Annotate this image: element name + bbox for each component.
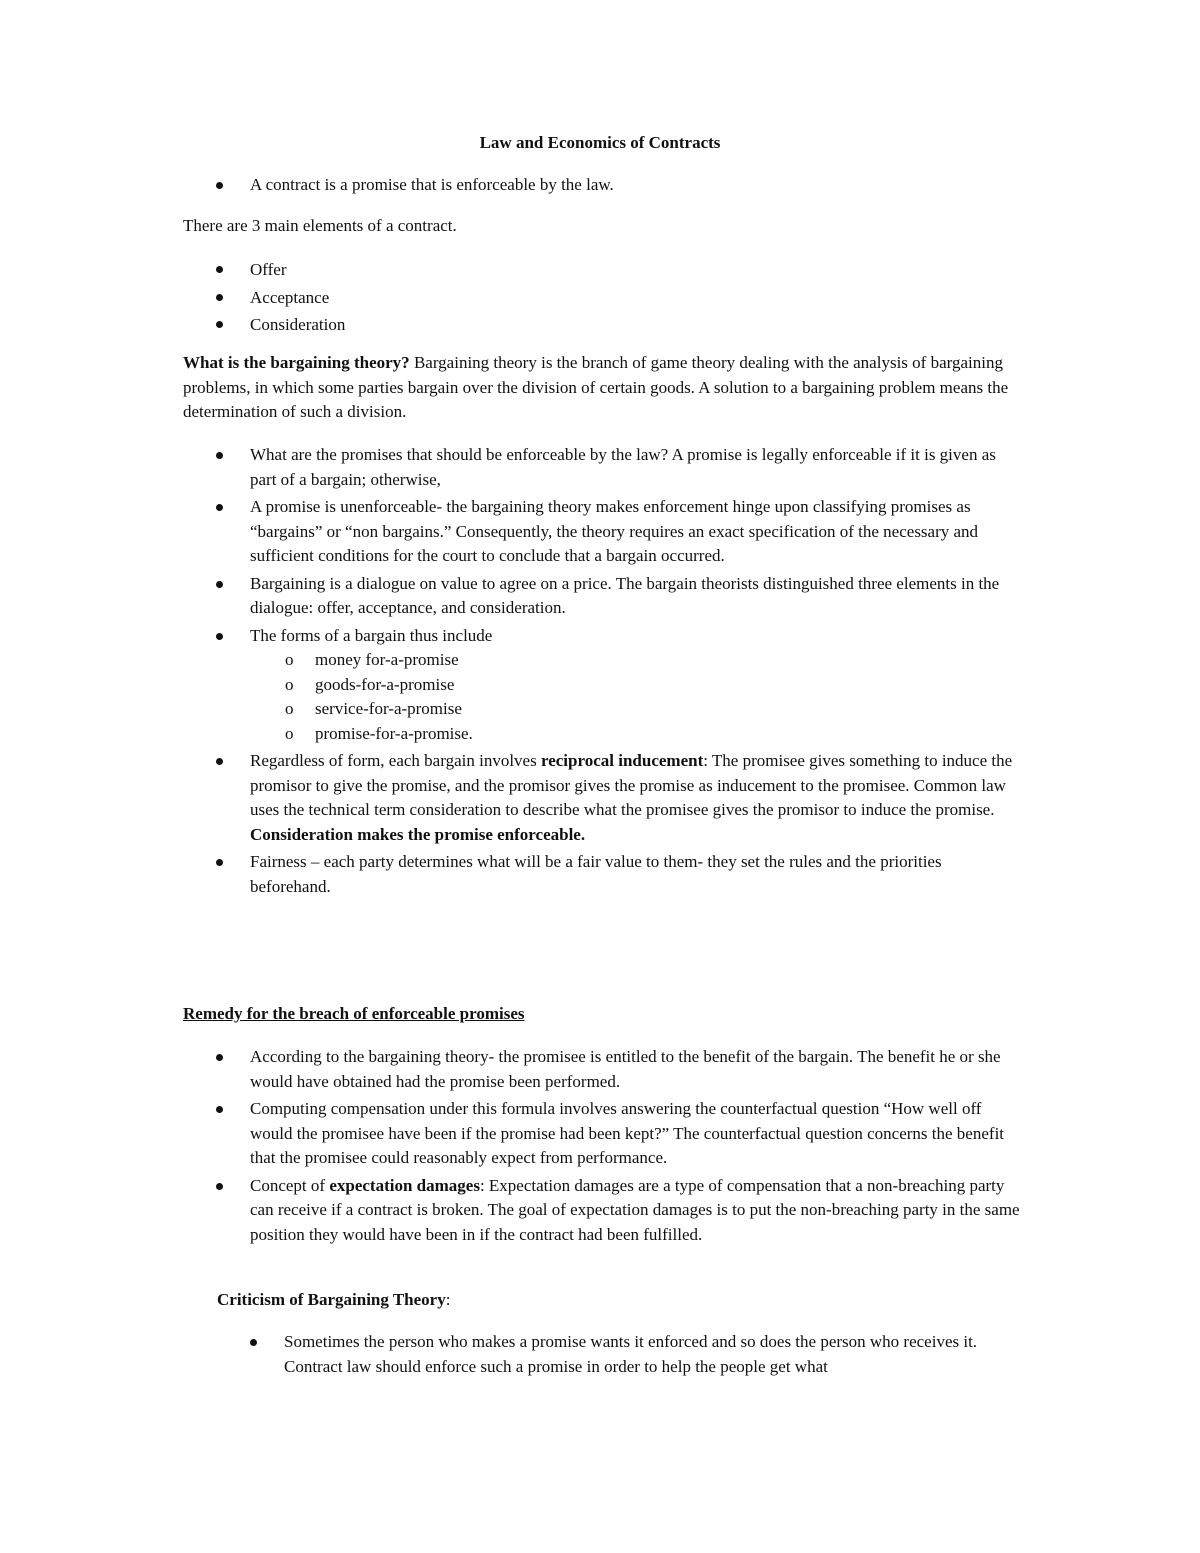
list-item bbox=[183, 443, 1023, 492]
bullet-icon bbox=[216, 633, 223, 640]
criticism-heading: Criticism of Bargaining Theory bbox=[217, 1290, 446, 1309]
bargaining-paragraph bbox=[183, 351, 1023, 425]
bullet-icon bbox=[216, 266, 223, 273]
bullet-fairness: Fairness – each party determines what will be a fair value to them- they set the rules and the priorities beforehand. bbox=[250, 852, 942, 896]
intro-bullet-text: A contract is a promise that is enforceable by the law. bbox=[250, 175, 614, 194]
list-item bbox=[183, 311, 1023, 339]
remedy-concept-post: : Expectation damages are a type of compensation that a non-breaching party can receive if a contract is broken. The goal of expectation damages is to put the non-breaching party in the same position they would have been in if the contract had been fulfilled. bbox=[250, 1175, 1020, 1244]
remedy-concept-pre: Concept of bbox=[250, 1175, 330, 1195]
bullet-icon bbox=[216, 321, 223, 328]
criticism-enforce: Sometimes the person who makes a promise wants it enforced and so does the person who receives it. Contract law should enforce such a promise in order to help the people get what bbox=[284, 1332, 978, 1376]
sub-list-item bbox=[250, 648, 1023, 673]
bullet-icon bbox=[216, 294, 223, 301]
list-item bbox=[183, 624, 1023, 747]
consideration-enforceable-term: Consideration makes the promise enforceable. bbox=[250, 824, 586, 844]
bargaining-answer: Bargaining theory is the branch of game theory dealing with the analysis of bargaining problems, in which some parties bargain over the division of certain goods. A solution to a bargaining problem means the determination of such a division. bbox=[183, 353, 1009, 421]
forms-sublist bbox=[250, 648, 1023, 746]
sub-list-item bbox=[250, 673, 1023, 698]
list-item bbox=[183, 1045, 1023, 1094]
criticism-bullets bbox=[217, 1330, 1023, 1379]
remedy-heading: Remedy for the breach of enforceable promises bbox=[183, 1004, 525, 1023]
bullet-icon bbox=[216, 758, 223, 765]
sub-list-item bbox=[250, 722, 1023, 747]
list-item bbox=[183, 173, 1023, 198]
list-item bbox=[183, 1174, 1023, 1248]
list-item bbox=[183, 284, 1023, 312]
bullet-icon bbox=[216, 859, 223, 866]
list-item bbox=[183, 256, 1023, 284]
list-item bbox=[217, 1330, 1023, 1379]
bullet-icon bbox=[216, 1106, 223, 1113]
circle-bullet-icon: o bbox=[285, 723, 294, 743]
reciprocal-inducement-term: reciprocal inducement bbox=[540, 751, 704, 770]
bullet-unenforceable: A promise is unenforceable- the bargaining theory makes enforcement hinge upon classifying promises as “bargains” or “non bargains.” Consequently, the theory requires an exact specification of the necessary and sufficient conditions for the court to conclude that a bargain occurred. bbox=[250, 497, 979, 565]
bullet-icon bbox=[216, 581, 223, 588]
list-item bbox=[183, 572, 1023, 621]
list-item bbox=[183, 495, 1023, 569]
intro-list bbox=[183, 173, 1023, 198]
list-item bbox=[183, 850, 1023, 899]
list-item bbox=[183, 749, 1023, 847]
form-goods: goods-for-a-promise bbox=[315, 674, 455, 694]
element-consideration: Consideration bbox=[250, 315, 346, 334]
elements-list bbox=[183, 256, 1023, 339]
bargaining-bullets bbox=[183, 443, 1023, 899]
elements-intro bbox=[183, 214, 1023, 239]
bargaining-question: What is the bargaining theory? bbox=[183, 353, 410, 372]
list-item bbox=[183, 1097, 1023, 1171]
element-acceptance: Acceptance bbox=[250, 287, 330, 307]
expectation-damages-term: expectation damages bbox=[329, 1175, 480, 1195]
circle-bullet-icon: o bbox=[285, 699, 294, 718]
bullet-icon bbox=[216, 504, 223, 511]
bullet-reciprocal-pre: Regardless of form, each bargain involves bbox=[250, 751, 541, 770]
circle-bullet-icon: o bbox=[285, 650, 294, 669]
element-offer: Offer bbox=[250, 260, 287, 279]
remedy-benefit: According to the bargaining theory- the promisee is entitled to the benefit of the bargain. The benefit he or she would have obtained had the promise been performed. bbox=[250, 1047, 1001, 1091]
bullet-forms: The forms of a bargain thus include bbox=[250, 625, 493, 645]
elements-intro-text: There are 3 main elements of a contract. bbox=[183, 216, 457, 235]
bullet-icon bbox=[216, 182, 223, 189]
bullet-dialogue: Bargaining is a dialogue on value to agree on a price. The bargain theorists distinguished three elements in the dialogue: offer, acceptance, and consideration. bbox=[250, 573, 1000, 617]
bullet-icon bbox=[250, 1339, 257, 1346]
document-title: Law and Economics of Contracts bbox=[479, 133, 721, 152]
bullet-icon bbox=[216, 1183, 223, 1190]
circle-bullet-icon: o bbox=[285, 674, 294, 694]
bullet-icon bbox=[216, 452, 223, 459]
criticism-section bbox=[217, 1288, 1023, 1313]
criticism-heading-suffix: : bbox=[445, 1290, 451, 1309]
remedy-section bbox=[183, 1002, 1023, 1027]
bullet-icon bbox=[216, 1054, 223, 1061]
bullet-enforceable: What are the promises that should be enforceable by the law? A promise is legally enforceable if it is given as part of a bargain; otherwise, bbox=[250, 445, 996, 489]
remedy-bullets bbox=[183, 1045, 1023, 1247]
form-promise: promise-for-a-promise. bbox=[315, 723, 473, 743]
remedy-counterfactual: Computing compensation under this formula involves answering the counterfactual question “How well off would the promisee have been if the promise had been kept?” The counterfactual question concerns the benefit that the promisee could reasonably expect from performance. bbox=[250, 1099, 1005, 1167]
form-money: money for-a-promise bbox=[315, 650, 459, 669]
sub-list-item bbox=[250, 697, 1023, 722]
bullet-reciprocal-post: : The promisee gives something to induce the promisor to give the promise, and the promisor gives the promise as inducement to the promisee. Common law uses the technical term consideration to describe what the promisee gives the promisor to induce the promise. bbox=[250, 751, 1013, 819]
form-service: service-for-a-promise bbox=[315, 699, 462, 718]
